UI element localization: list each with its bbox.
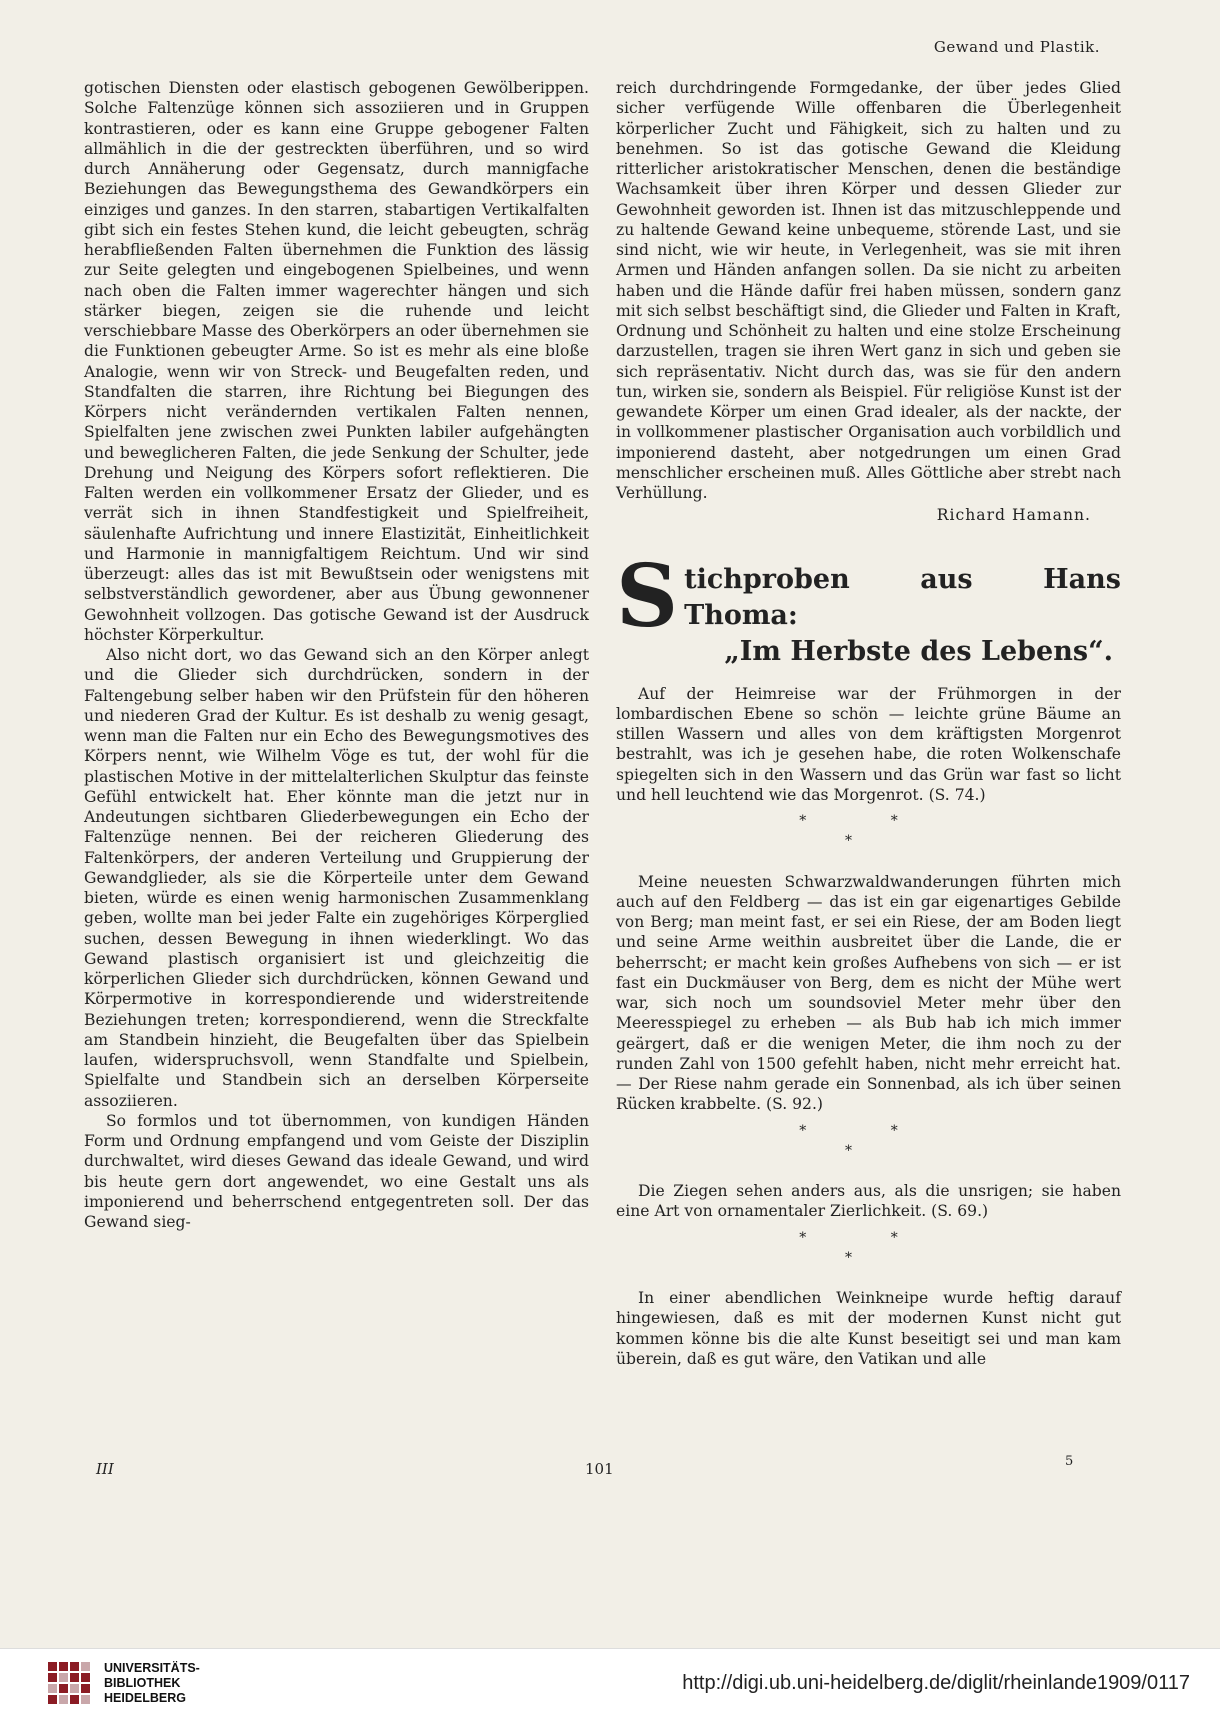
star-row-top: * * [799, 813, 938, 829]
page-number: 101 [585, 1460, 614, 1478]
section-separator [616, 1228, 1121, 1269]
star-row-top: * * [799, 1229, 938, 1246]
star-row-bottom: * [845, 833, 892, 850]
running-head: Gewand und Plastik. [933, 38, 1100, 56]
star-row-bottom: * [845, 1142, 892, 1159]
right-paragraph-1: reich durchdringende Formgedanke, der über jedes Glied sicher verfügende Wille offenbaren die Überlegenheit körperlicher Zucht und Fähigkeit, sich zu halten und zu benehmen. So ist das gotische Gewand die Kleidung ritterlicher aristokratischer Menschen, denen die beständige Wachsamkeit über ihren Körper und dessen Glieder zur Gewohnheit geworden ist. Ihnen ist das mitzuschleppende und zu haltende Gewand keine unbequeme, störende Last, und sie sind nicht, wie wir heute, in Verlegenheit, was sie mit ihren Armen und Händen anfangen sollen. Da sie nicht zu arbeiten haben und die Hände dafür frei haben müssen, sondern ganz mit sich selbst beschäftigt sind, die Glieder und Falten in Kraft, Ordnung und Schönheit zu halten und eine stolze Erscheinung darzustellen, tragen sie ihren Wert ganz in sich und geben sie sich repräsentativ. Nicht durch das, was sie für den andern tun, wirken sie, sondern als Beispiel. Für religiöse Kunst ist der gewandete Körper um einen Grad idealer, als der nackte, der in vollkommener plastischer Organisation auch vorbildlich und imponierend dasteht, aber notgedrungen um einen Grad menschlicher erscheinen muß. Alles Göttliche aber strebt nach Verhüllung. [616, 79, 1121, 502]
drop-cap: S [616, 545, 679, 647]
library-footer-bar [0, 1648, 1220, 1717]
library-logo-icon [44, 1658, 94, 1708]
section-separator [616, 811, 1121, 852]
left-paragraph-2: Also nicht dort, wo das Gewand sich an den Körper anlegt und die Glieder sich durchdrücken, sondern in der Faltengebung selber haben wir den Prüfstein für den höheren und niederen Grad der Kultur. Es ist deshalb zu wenig gesagt, wenn man die Falten nur ein Echo des Bewegungsmotives des Körpers nennt, wie Wilhelm Vöge es tut, der wohl für die plastischen Motive in der mittelalterlichen Skulptur das feinste Gefühl entwickelt hat. Eher könnte man die jetzt nur in Andeutungen sichtbaren Gliederbewegungen ein Echo der Faltenzüge nennen. Bei der reicheren Gliederung des Faltenkörpers, der anderen Verteilung und Gruppierung der Gewandglieder, als sie die Körperteile unter dem Gewand bieten, würde es einen wenig harmonischen Zusammenklang geben, wollte man bei jeder Falte ein zugehöriges Körperglied suchen, dessen Bewegung in ihnen wiederklingt. Wo das Gewand plastisch organisiert ist und gleichzeitig die körperlichen Glieder sich durchdrücken, können Gewand und Körpermotive in korrespondierende und widerstreitende Beziehungen treten; korrespondierend, wenn die Streckfalte am Standbein hinzieht, die Beugefalten über das Spielbein laufen, widerspruchsvoll, wenn Standfalte und Spielbein, Spielfalte und Standbein sich an derselben Körperseite assoziieren. [84, 646, 589, 1110]
section-separator [616, 1121, 1121, 1162]
library-name: UNIVERSITÄTS- BIBLIOTHEK HEIDELBERG [104, 1660, 200, 1705]
excerpt-4: In einer abendlichen Weinkneipe wurde heftig darauf hingewiesen, daß es mit der modernen Kunst nicht gut kommen könne bis die alte Kunst beseitigt sei und man kam überein, daß es gut wäre, den Vatikan und alle [616, 1289, 1121, 1368]
excerpt-1: Auf der Heimreise war der Frühmorgen in der lombardischen Ebene so schön — leichte grüne Bäume an stillen Wassern und alles von dem kräftigsten Morgenrot bestrahlt, was ich je gesehen habe, die roten Wolkenschafe spiegelten sich in den Wassern und das Grün war fast so licht und hell leuchtend wie das Morgenrot. (S. 74.) [616, 684, 1121, 804]
left-paragraph-3: So formlos und tot übernommen, von kundigen Händen Form und Ordnung empfangend und vom Geiste der Disziplin durchwaltet, wird dieses Gewand das ideale Gewand, und wird bis heute gern dort angewendet, wo eine Gestalt uns als imponierend und beherrschend entgegentreten soll. Der das Gewand sieg- [84, 1111, 589, 1231]
star-row-top: * * [799, 1122, 938, 1139]
excerpt-2: Meine neuesten Schwarzwaldwanderungen führten mich auch auf den Feldberg — das ist ein gar eigenartiges Gebilde von Berg; man meint fast, er sei ein Riese, der am Boden liegt und seine Arme weithin ausbreitet über die Lande, die er beherrscht; er macht kein großes Aufhebens von sich — er ist fast ein Duckmäuser von Berg, dem es nicht der Mühe wert war, sich noch um soundsoviel Meter mehr über den Meeresspiegel zu erheben — als Bub hab ich mich immer geärgert, daß er die wenigen Meter, die ihm noch zu der runden Zahl von 1500 gefehlt haben, nicht mehr erreicht hat. — Der Riese nahm gerade ein Sonnenbad, als ich über seinen Rücken krabbelte. (S. 92.) [616, 872, 1121, 1114]
left-column [84, 78, 589, 1232]
section-heading [616, 545, 1121, 670]
digital-copy-url[interactable]: http://digi.ub.uni-heidelberg.de/diglit/rheinlande1909/0117 [682, 1671, 1190, 1694]
author-signature: Richard Hamann. [936, 506, 1091, 525]
right-column [616, 78, 1121, 1369]
heading-line-2: „Im Herbste des Lebens“. [724, 635, 1113, 667]
excerpt-3: Die Ziegen sehen anders aus, als die unsrigen; sie haben eine Art von ornamentaler Zierlichkeit. (S. 69.) [616, 1182, 1121, 1221]
heading-line-1: tichproben aus Hans Thoma: [684, 563, 1121, 631]
left-paragraph-1: gotischen Diensten oder elastisch gebogenen Gewölberippen. Solche Faltenzüge können sich assoziieren und in Gruppen kontrastieren, oder es kann eine Gruppe gebogener Falten allmählich in die der gestreckten überführen, und so wird durch Annäherung oder Gegensatz, durch mannigfache Beziehungen das Bewegungsthema des Gewandkörpers ein einziges und ganzes. In den starren, stabartigen Vertikalfalten gibt sich ein festes Stehen kund, die leicht gebeugten, schräg herabfließenden Falten übernehmen die Funktion des lässig zur Seite gelegten und eingebogenen Spielbeines, und wenn nach oben die Falten immer wagerechter hängen und sich stärker biegen, zeigen sie die ruhende und leicht verschiebbare Masse des Oberkörpers an oder übernehmen sie die Funktionen gebeugter Arme. So ist es mehr als eine bloße Analogie, wenn wir von Streck- und Beugefalten reden, und Standfalten die starren, ihre Richtung bei Biegungen des Körpers nicht verändernden vertikalen Falten nennen, Spielfalten jene zwischen zwei Punkten labiler aufgehängten und beweglicheren Falten, die jede Senkung der Schulter, jede Drehung und Neigung des Körpers sofort reflektieren. Die Falten werden ein vollkommener Ersatz der Glieder, und es verrät sich in ihnen Standfestigkeit und Spielfreiheit, säulenhafte Aufrichtung und innere Elastizität, Einheitlichkeit und Harmonie in mannigfaltigem Reichtum. Und wir sind überzeugt: alles das ist mit Bewußtsein oder wenigstens mit selbstverständlich gewordener, aber aus Übung gewonnener Gewohnheit vollzogen. Das gotische Gewand ist der Ausdruck höchster Körperkultur. [84, 79, 589, 644]
gathering-number: 5 [1065, 1454, 1074, 1469]
star-row-bottom: * [845, 1249, 892, 1266]
signature-mark: III [96, 1460, 114, 1478]
